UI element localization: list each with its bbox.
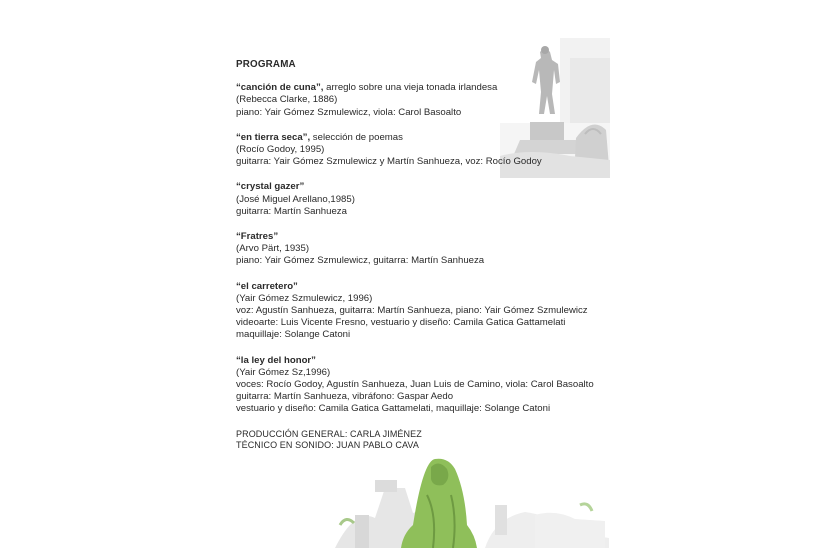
piece-performers: guitarra: Yair Gómez Szmulewicz y Martín Sanhueza, voz: Rocío Godoy — [236, 156, 542, 168]
piece-composer: (Yair Gómez Sz,1996) — [236, 366, 331, 378]
program-piece — [236, 132, 616, 169]
piece-performers: guitarra: Martín Sanhueza — [236, 205, 347, 217]
piece-title: “la ley del honor” — [236, 354, 316, 366]
program-piece — [236, 231, 616, 268]
program-piece — [236, 181, 616, 218]
piece-performers: guitarra: Martín Sanhueza, vibráfono: Gaspar Aedo — [236, 391, 454, 403]
production-credits — [236, 429, 616, 452]
piece-performers: piano: Yair Gómez Szmulewicz, guitarra: Martín Sanhueza — [236, 255, 485, 267]
piece-performers: maquillaje: Solange Catoni — [236, 329, 351, 341]
program-piece — [236, 355, 616, 416]
piece-composer: (Rebecca Clarke, 1886) — [236, 94, 338, 106]
program-text — [236, 59, 616, 451]
piece-subtitle: selección de poemas — [310, 131, 403, 143]
program-heading: PROGRAMA — [236, 59, 296, 70]
piece-composer: (Arvo Pärt, 1935) — [236, 243, 310, 255]
piece-performers: voces: Rocío Godoy, Agustín Sanhueza, Juan Luis de Camino, viola: Carol Basoalto — [236, 379, 594, 391]
piece-composer: (José Miguel Arellano,1985) — [236, 193, 355, 205]
program-piece — [236, 82, 616, 119]
piece-title: “canción de cuna”, — [236, 82, 324, 94]
credit-sound: TÉCNICO EN SONIDO: JUAN PABLO CAVA — [236, 440, 419, 451]
program-piece — [236, 281, 616, 342]
veiled-statue-photo-bottom — [335, 455, 610, 548]
piece-performers: voz: Agustín Sanhueza, guitarra: Martín Sanhueza, piano: Yair Gómez Szmulewicz — [236, 305, 588, 317]
piece-performers: piano: Yair Gómez Szmulewicz, viola: Carol Basoalto — [236, 106, 462, 118]
piece-performers: vestuario y diseño: Camila Gatica Gattamelati, maquillaje: Solange Catoni — [236, 403, 551, 415]
piece-performers: videoarte: Luis Vicente Fresno, vestuario y diseño: Camila Gatica Gattamelati — [236, 317, 566, 329]
piece-composer: (Yair Gómez Szmulewicz, 1996) — [236, 292, 373, 304]
piece-title: “crystal gazer” — [236, 181, 305, 193]
piece-subtitle: arreglo sobre una vieja tonada irlandesa — [323, 82, 498, 94]
piece-title: “el carretero” — [236, 280, 298, 292]
credit-production: PRODUCCIÓN GENERAL: CARLA JIMÉNEZ — [236, 428, 422, 439]
piece-composer: (Rocío Godoy, 1995) — [236, 144, 325, 156]
piece-title: “Fratres” — [236, 231, 279, 243]
piece-title: “en tierra seca”, — [236, 131, 311, 143]
